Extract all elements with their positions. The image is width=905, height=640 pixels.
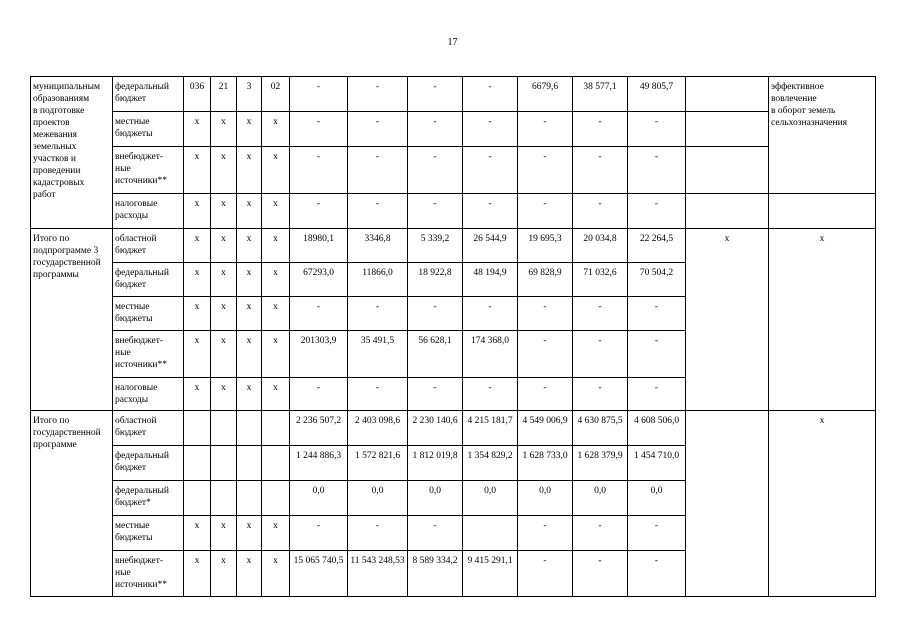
year-value-cell: - — [628, 112, 686, 147]
budget-code-cell: x — [262, 297, 290, 331]
budget-code-cell — [237, 481, 262, 516]
year-value-cell: - — [290, 516, 348, 551]
year-value-cell: - — [408, 516, 463, 551]
budget-code-cell: x — [262, 194, 290, 229]
table-row — [31, 77, 876, 112]
result-cell — [686, 112, 769, 147]
year-value-cell: - — [628, 516, 686, 551]
year-value-cell: - — [290, 77, 348, 112]
budget-code-cell — [262, 446, 290, 481]
year-value-cell: - — [408, 194, 463, 229]
year-value-cell: - — [518, 297, 573, 331]
year-value-cell: 3346,8 — [348, 229, 408, 263]
year-value-cell: - — [290, 147, 348, 194]
year-value-cell: - — [518, 194, 573, 229]
budget-code-cell: x — [184, 263, 211, 297]
budget-code-cell: x — [184, 147, 211, 194]
year-value-cell: 26 544,9 — [463, 229, 518, 263]
year-value-cell: 69 828,9 — [518, 263, 573, 297]
year-value-cell: 11866,0 — [348, 263, 408, 297]
year-value-cell: - — [628, 297, 686, 331]
budget-code-cell: x — [237, 378, 262, 411]
year-value-cell: - — [628, 551, 686, 597]
result-cell — [686, 77, 769, 112]
year-value-cell: - — [463, 77, 518, 112]
budget-code-cell: x — [237, 516, 262, 551]
year-value-cell: - — [463, 147, 518, 194]
year-value-cell: - — [290, 297, 348, 331]
year-value-cell: - — [408, 77, 463, 112]
funding-source-cell: федеральный бюджет* — [113, 481, 184, 516]
year-value-cell: - — [628, 331, 686, 378]
table-row — [31, 229, 876, 263]
budget-code-cell: 21 — [211, 77, 237, 112]
table-row — [31, 194, 876, 229]
year-value-cell: - — [573, 112, 628, 147]
budget-code-cell — [211, 481, 237, 516]
year-value-cell: - — [463, 297, 518, 331]
budget-code-cell — [184, 481, 211, 516]
budget-code-cell — [184, 411, 211, 446]
budget-code-cell: x — [237, 331, 262, 378]
year-value-cell: - — [348, 194, 408, 229]
budget-code-cell — [262, 481, 290, 516]
year-value-cell: 20 034,8 — [573, 229, 628, 263]
budget-code-cell: 036 — [184, 77, 211, 112]
year-value-cell: - — [518, 516, 573, 551]
year-value-cell: - — [573, 378, 628, 411]
measure-name-cell: Итого по государственной программе — [31, 411, 113, 597]
year-value-cell: - — [348, 516, 408, 551]
year-value-cell: 1 628 379,9 — [573, 446, 628, 481]
target-indicator-cell: x — [769, 411, 876, 597]
budget-code-cell — [237, 411, 262, 446]
measure-name-cell: муниципальным образованиям в подготовке проектов межевания земельных участков и проведении кадастровых работ — [31, 77, 113, 229]
year-value-cell: - — [518, 112, 573, 147]
year-value-cell: - — [290, 112, 348, 147]
budget-code-cell: x — [211, 331, 237, 378]
budget-code-cell: 3 — [237, 77, 262, 112]
year-value-cell: - — [290, 194, 348, 229]
year-value-cell: 9 415 291,1 — [463, 551, 518, 597]
budget-code-cell: x — [262, 331, 290, 378]
year-value-cell: 0,0 — [518, 481, 573, 516]
year-value-cell: 71 032,6 — [573, 263, 628, 297]
budget-code-cell: x — [262, 147, 290, 194]
budget-code-cell: x — [184, 112, 211, 147]
budget-code-cell: x — [237, 263, 262, 297]
year-value-cell: 38 577,1 — [573, 77, 628, 112]
budget-code-cell: x — [262, 263, 290, 297]
table-row — [31, 411, 876, 446]
funding-source-cell: внебюджет- ные источники** — [113, 331, 184, 378]
funding-source-cell: внебюджет- ные источники** — [113, 147, 184, 194]
year-value-cell: 4 215 181,7 — [463, 411, 518, 446]
year-value-cell: - — [348, 77, 408, 112]
budget-code-cell: x — [184, 331, 211, 378]
year-value-cell: 1 628 733,0 — [518, 446, 573, 481]
year-value-cell: - — [518, 147, 573, 194]
year-value-cell: 18980,1 — [290, 229, 348, 263]
funding-source-cell: налоговые расходы — [113, 194, 184, 229]
budget-code-cell: x — [237, 147, 262, 194]
budget-code-cell: x — [211, 229, 237, 263]
budget-code-cell: x — [237, 551, 262, 597]
budget-code-cell: x — [184, 297, 211, 331]
year-value-cell — [463, 516, 518, 551]
budget-code-cell — [262, 411, 290, 446]
result-cell — [686, 411, 769, 597]
year-value-cell: - — [518, 551, 573, 597]
year-value-cell: 6679,6 — [518, 77, 573, 112]
budget-code-cell: x — [262, 551, 290, 597]
measure-name-cell: Итого по подпрограмме 3 государственной программы — [31, 229, 113, 411]
year-value-cell: - — [408, 147, 463, 194]
year-value-cell: 49 805,7 — [628, 77, 686, 112]
result-cell — [686, 147, 769, 194]
table-row — [31, 112, 876, 147]
year-value-cell: 8 589 334,2 — [408, 551, 463, 597]
budget-code-cell: 02 — [262, 77, 290, 112]
year-value-cell: 0,0 — [628, 481, 686, 516]
year-value-cell: 15 065 740,5 — [290, 551, 348, 597]
year-value-cell: 4 608 506,0 — [628, 411, 686, 446]
year-value-cell: 4 630 875,5 — [573, 411, 628, 446]
target-indicator-cell: x — [769, 229, 876, 411]
funding-source-cell: федеральный бюджет — [113, 446, 184, 481]
year-value-cell: - — [348, 147, 408, 194]
year-value-cell: 1 354 829,2 — [463, 446, 518, 481]
year-value-cell: 0,0 — [573, 481, 628, 516]
year-value-cell: - — [518, 378, 573, 411]
year-value-cell: - — [348, 378, 408, 411]
year-value-cell: - — [573, 551, 628, 597]
year-value-cell: 5 339,2 — [408, 229, 463, 263]
year-value-cell: - — [573, 516, 628, 551]
year-value-cell: 35 491,5 — [348, 331, 408, 378]
year-value-cell: - — [628, 194, 686, 229]
year-value-cell: 4 549 006,9 — [518, 411, 573, 446]
budget-code-cell: x — [211, 147, 237, 194]
year-value-cell: 2 403 098,6 — [348, 411, 408, 446]
year-value-cell: 1 812 019,8 — [408, 446, 463, 481]
budget-code-cell: x — [262, 112, 290, 147]
funding-source-cell: налоговые расходы — [113, 378, 184, 411]
budget-code-cell: x — [211, 194, 237, 229]
budget-code-cell — [184, 446, 211, 481]
budget-code-cell — [237, 446, 262, 481]
funding-source-cell: внебюджет- ные источники** — [113, 551, 184, 597]
year-value-cell: 67293,0 — [290, 263, 348, 297]
budget-code-cell: x — [184, 551, 211, 597]
year-value-cell: 1 454 710,0 — [628, 446, 686, 481]
budget-code-cell — [211, 446, 237, 481]
target-indicator-cell: эффективное вовлечение в оборот земель сельхозназначения — [769, 77, 876, 194]
funding-source-cell: федеральный бюджет — [113, 263, 184, 297]
result-cell — [686, 194, 769, 229]
year-value-cell: - — [408, 378, 463, 411]
year-value-cell: - — [573, 194, 628, 229]
year-value-cell: 0,0 — [290, 481, 348, 516]
year-value-cell: - — [408, 297, 463, 331]
year-value-cell: 56 628,1 — [408, 331, 463, 378]
budget-table — [30, 76, 876, 597]
budget-code-cell: x — [262, 378, 290, 411]
year-value-cell: - — [348, 297, 408, 331]
year-value-cell: 174 368,0 — [463, 331, 518, 378]
year-value-cell: 19 695,3 — [518, 229, 573, 263]
budget-code-cell: x — [262, 229, 290, 263]
budget-code-cell: x — [237, 194, 262, 229]
budget-code-cell — [211, 411, 237, 446]
year-value-cell: - — [628, 378, 686, 411]
year-value-cell: - — [573, 297, 628, 331]
funding-source-cell: местные бюджеты — [113, 112, 184, 147]
year-value-cell: 22 264,5 — [628, 229, 686, 263]
target-indicator-cell — [769, 194, 876, 229]
year-value-cell: 0,0 — [463, 481, 518, 516]
budget-code-cell: x — [184, 194, 211, 229]
funding-source-cell: федеральный бюджет — [113, 77, 184, 112]
result-cell: x — [686, 229, 769, 411]
year-value-cell: 201303,9 — [290, 331, 348, 378]
budget-code-cell: x — [262, 516, 290, 551]
year-value-cell: 11 543 248,53 — [348, 551, 408, 597]
year-value-cell: 0,0 — [408, 481, 463, 516]
year-value-cell: 2 236 507,2 — [290, 411, 348, 446]
budget-code-cell: x — [237, 112, 262, 147]
funding-source-cell: местные бюджеты — [113, 516, 184, 551]
funding-source-cell: областной бюджет — [113, 411, 184, 446]
budget-code-cell: x — [237, 229, 262, 263]
year-value-cell: - — [628, 147, 686, 194]
page-number: 17 — [447, 37, 458, 48]
year-value-cell: - — [463, 378, 518, 411]
budget-code-cell: x — [211, 263, 237, 297]
funding-source-cell: областной бюджет — [113, 229, 184, 263]
year-value-cell: - — [290, 378, 348, 411]
year-value-cell: 1 572 821,6 — [348, 446, 408, 481]
budget-code-cell: x — [184, 229, 211, 263]
year-value-cell: - — [573, 331, 628, 378]
funding-source-cell: местные бюджеты — [113, 297, 184, 331]
table-row — [31, 147, 876, 194]
year-value-cell: 70 504,2 — [628, 263, 686, 297]
year-value-cell: - — [348, 112, 408, 147]
year-value-cell: 18 922,8 — [408, 263, 463, 297]
budget-code-cell: x — [211, 551, 237, 597]
year-value-cell: 1 244 886,3 — [290, 446, 348, 481]
year-value-cell: - — [463, 194, 518, 229]
budget-code-cell: x — [211, 112, 237, 147]
year-value-cell: 0,0 — [348, 481, 408, 516]
budget-code-cell: x — [184, 516, 211, 551]
year-value-cell: 48 194,9 — [463, 263, 518, 297]
budget-code-cell: x — [211, 297, 237, 331]
year-value-cell: - — [518, 331, 573, 378]
year-value-cell: - — [463, 112, 518, 147]
budget-code-cell: x — [211, 378, 237, 411]
year-value-cell: - — [408, 112, 463, 147]
budget-table-body — [31, 77, 876, 597]
budget-code-cell: x — [211, 516, 237, 551]
budget-code-cell: x — [184, 378, 211, 411]
year-value-cell: 2 230 140,6 — [408, 411, 463, 446]
budget-code-cell: x — [237, 297, 262, 331]
year-value-cell: - — [573, 147, 628, 194]
